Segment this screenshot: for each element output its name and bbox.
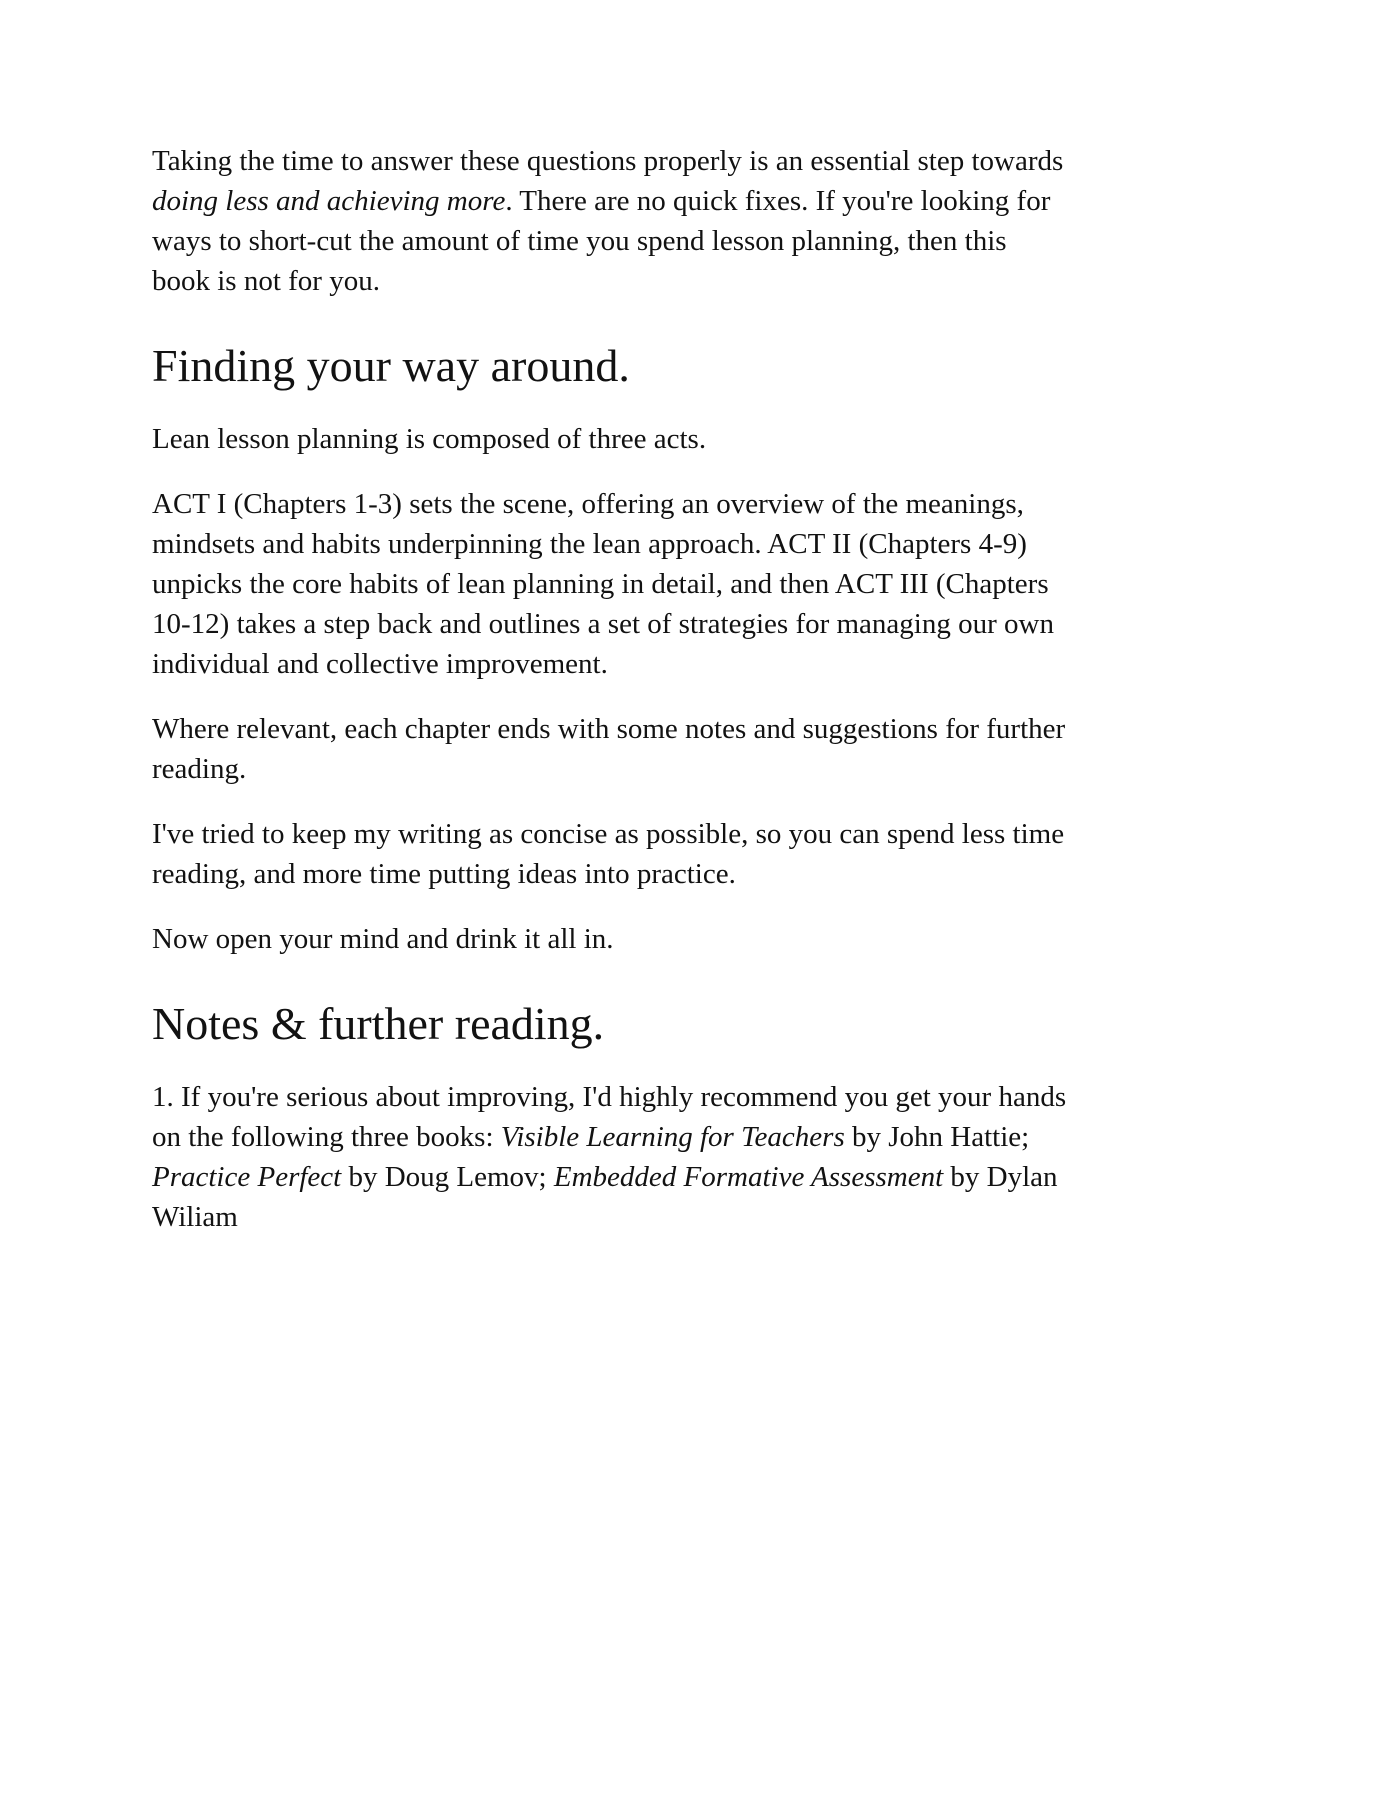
- heading-notes-further-reading: Notes & further reading.: [152, 998, 605, 1049]
- page-text-column: [152, 141, 1071, 1237]
- paragraph-acts-overview: ACT I (Chapters 1-3) sets the scene, offering an overview of the meanings, mindsets and habits underpinning the lean approach. ACT II (Chapters 4-9) unpicks the core habits of lean planning in detail, and then ACT III (Chapters 10-12) takes a step back and outlines a set of strategies for managing our own individual and collective improvement.: [152, 488, 1054, 680]
- paragraph-lean-three-acts: Lean lesson planning is composed of three acts.: [152, 423, 707, 455]
- paragraph-chapter-notes: Where relevant, each chapter ends with some notes and suggestions for further reading.: [152, 713, 1066, 785]
- paragraph-concise-writing: I've tried to keep my writing as concise as possible, so you can spend less time reading, and more time putting ideas into practice.: [152, 818, 1065, 890]
- heading-finding-your-way-around: Finding your way around.: [152, 340, 630, 391]
- paragraph-open-your-mind: Now open your mind and drink it all in.: [152, 923, 614, 955]
- paragraph-note-1-recommended-books: 1. If you're serious about improving, I'd highly recommend you get your hands on the following three books: Visible Learning for Teachers by John Hattie; Practice Perfect by Doug Lemov; Embedded Formative Assessment by Dylan Wiliam: [152, 1081, 1067, 1233]
- paragraph-intro: Taking the time to answer these questions properly is an essential step towards doing less and achieving more. There are no quick fixes. If you're looking for ways to short-cut the amount of time you spend lesson planning, then this book is not for you.: [152, 145, 1064, 297]
